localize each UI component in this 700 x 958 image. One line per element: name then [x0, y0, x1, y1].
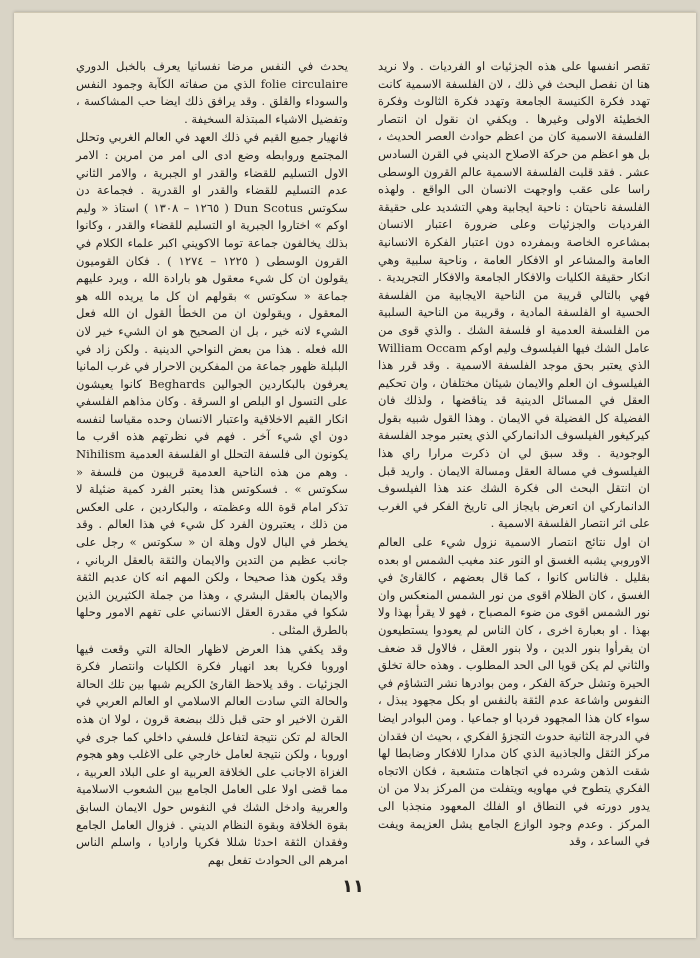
- page-number: ١١: [342, 876, 364, 897]
- page-edge: [14, 12, 696, 13]
- paragraph: فانهيار جميع القيم في ذلك العهد في العالم الغربي وتحلل المجتمع وروابطه وضع ادى الى امر من امرين : الامر الاول التسليم للقضاء والقدر او الجبرية ، والامر الثاني عدم التسليم للقضاء والقدر او القدرية . فجماعة دن سكوتس Dun Scotus ( ١٢٦٥ – ١٣٠٨ ) استاذ « وليم اوكم » اختاروا الجبرية او التسليم للقضاء والقدر ، وكانوا بذلك يخالفون جماعة توما الاكويني اكبر علماء الكلام في القرون الوسطى ( ١٢٢٥ – ١٢٧٤ ) . فكان القوميون يقولون ان كل شيء معقول هو بارادة الله ، ويرد عليهم جماعة « سكوتس » بقولهم ان كل ما يريده الله هو المعقول ، ويقولون ان من الخطأ القول ان الله فعل الشيء لانه خير ، بل ان الصحيح هو ان الشيء خير لان الله فعله . هذا من بعض النواحي الدينية . ولكن زاد في البلبلة ظهور جماعة من المفكرين الاحرار في غرب المانيا يعرفون بالبكاردين الجوالين Beghards كانوا يعيشون على التسول او البلص او السرقة . وكان مذاهم الفلسفي انكار القيم الاخلاقية واعتبار الانسان وحده مقياسا لنفسه دون اي شيء آخر . فهم في نظرتهم هذه اقرب ما يكونون الى فلسفة التحلل او الفلسفة العدمية Nihilism . وهم من هذه الناحية العدمية قريبون من فلسفة « سكوتس » . فسكوتس هذا يعتبر الفرد كمية ضئيلة لا تذكر امام قوة الله وعظمته ، والبكاردين ، على العكس من ذلك ، يعتبرون الفرد كل شيء في هذا العالم . وقد يخطر في البال لاول وهلة ان « سكوتس » رجل على جانب عظيم من التدين والايمان والثقة بالعقل الرباني ، وقد يكون هذا صحيحا ، ولكن المهم انه كان عديم الثقة والايمان بالعقل البشري ، وهذا من جملة الكثيرين الذين شكوا في مقدرة العقل الانساني على تفهم الامور وحلها بالطرق المثلى .: [76, 130, 349, 637]
- paragraph: وقد يكفي هذا العرض لاظهار الحالة التي وقعت فيها اوروبا فكريا بعد انهيار فكرة الكليات وانتصار فكرة الجزئيات . وقد يلاحظ القارئ الكريم شبها بين تلك الحالة والحالة التي سادت العالم الاسلامي او العالم العربي في القرن الاخير او حتى قبل ذلك ببضعة قرون ، لولا ان هذه الحالة لم تكن نتيجة لتفاعل فلسفي داخلي كما جرى في اوروبا ، ولكن نتيجة لعامل خارجي على الاغلب وهو هجوم الغزاة الاجانب على الخلافة العربية او على البلاد العربية ، مما قضى اولا على العامل الجامع بين الشعوب الاسلامية والعربية وادخل الشك في النفوس حول الايمان السابق بقوة الخلافة وبقوة النظام الديني . فزوال العامل الجامع وفقدان الثقة احدثا شللا فكريا واراديا ، واسلم الناس امرهم الى الحوادث تفعل بهم: [76, 641, 348, 867]
- paragraph: ان اول نتائج انتصار الاسمية نزول شيء على العالم الاوروبي يشبه الغسق او النور عند مغيب الشمس او بعده بقليل . فالناس كانوا ، كما قال بعضهم ، كالقارئ في الغسق ، كان الظلام اقوى من نور الشمس المنعكس وان نور الشمس اقوى من ضوء المصباح ، فهو لا يقرأ بهذا ولا بهذا . او بعبارة اخرى ، كان الناس لم يعودوا يستطيعون ان يقرأوا بنور الدين ، ولا بنور العقل ، فالاول قد ضعف والثاني لم يكن قويا الى الحد المطلوب . وهذه حالة تخلق الحيرة وتشل حركة الفكر ، ومن بوادرها نشر التشاؤم في النفوس واشاعة عدم الثقة بالنفس او بكل مجهود يبذل ، سواء كان هذا المجهود فرديا او جماعيا . ومن البوادر ايضا في الدرجة الثانية حدوث التجزؤ الفكري ، بحيث ان فقدان مركز الثقل والجاذبية الذي كان مدارا للافكار وضابطا لها شقت الذهن وشرده في اتجاهات متشعبة ، فكان الاتجاه الفكري يتطوح في مهاويه ويتفلت من المركز بدلا من ان يدور دورته في النطاق او الفلك المعهود منجذبا الى المركز . وعدم وجود الوازع الجامع يشل العزيمة ويفت في الساعد ، وقد: [378, 535, 650, 849]
- right-text-column: [378, 58, 650, 858]
- left-text-column: [76, 58, 349, 867]
- paragraph: تقصر انفسها على هذه الجزئيات او الفرديات . ولا نريد هنا ان نفصل البحث في ذلك ، لان الفلسفة الاسمية كانت تهدد فكرة الكنيسة الجامعة وتهدد فكرة الثالوث وفكرة الخطيئة الاولى وغيرها . ويكفي ان نقول ان انتصار الفلسفة الاسمية كان من اعظم حوادث العصر الحديث ، بل هو اعظم من حركة الاصلاح الديني في القرن السادس عشر . فقد قلبت الفلسفة الاسمية عالم القرون الوسطى راسا على عقب واوجهت الانسان الى الواقع . ولهذه الفلسفة ناحيتان : ناحية ايجابية وهي التشديد على حقيقة الفرديات والجزئيات وعلى ضرورة اعتبار الانسان بمشاعره الخاصة وبمفرده دون اعتبار الفكرة الانسانية العامة والمشاعر او الافكار العامة ، وناحية سلبية وهي انكار حقيقة الكليات والافكار الجامعة والافكار التجريدية . فهي بالتالي قريبة من الناحية الايجابية من الفلسفة الحسية او الفلسفة المادية ، وقريبة من الناحية السلبية من الفلسفة العدمية او فلسفة الشك . والذي قوى من عامل الشك فيها الفيلسوف وليم اوكم William Occam الذي يعتبر بحق موجد الفلسفة الاسمية . وقد قرر هذا الفيلسوف ان العلم والايمان شيئان مختلفان ، وان تحكيم العقل في المسائل الدينية قد يناقضها ، ولذلك فان الفضيلة كل الفضيلة في الايمان . وهذا القول شبيه بقول كيركيغور الفيلسوف الدانماركي الذي يعتبر موجد الفلسفة الوجودية . وقد سبق لي ان ذكرت مرارا راي هذا الفيلسوف في مسالة العقل ومسالة الايمان . واريد قبل ان انتقل البحث الى فكرة الشك عند هذا الفيلسوف الدانماركي ان اتعرض بايجاز الى تاريخ الفكر في الغرب على اثر انتصار الفلسفة الاسمية .: [378, 59, 650, 531]
- paragraph: يحدث في النفس مرضا نفسانيا يعرف بالخبل الدوري folie circulaire الذي من صفاته الكآبة وجمود النفس والسوداء والقلق . وقد يرافق ذلك ايضا حب المشاكسة ، وتفضيل الاشياء المبتذلة السخيفة .: [76, 59, 348, 126]
